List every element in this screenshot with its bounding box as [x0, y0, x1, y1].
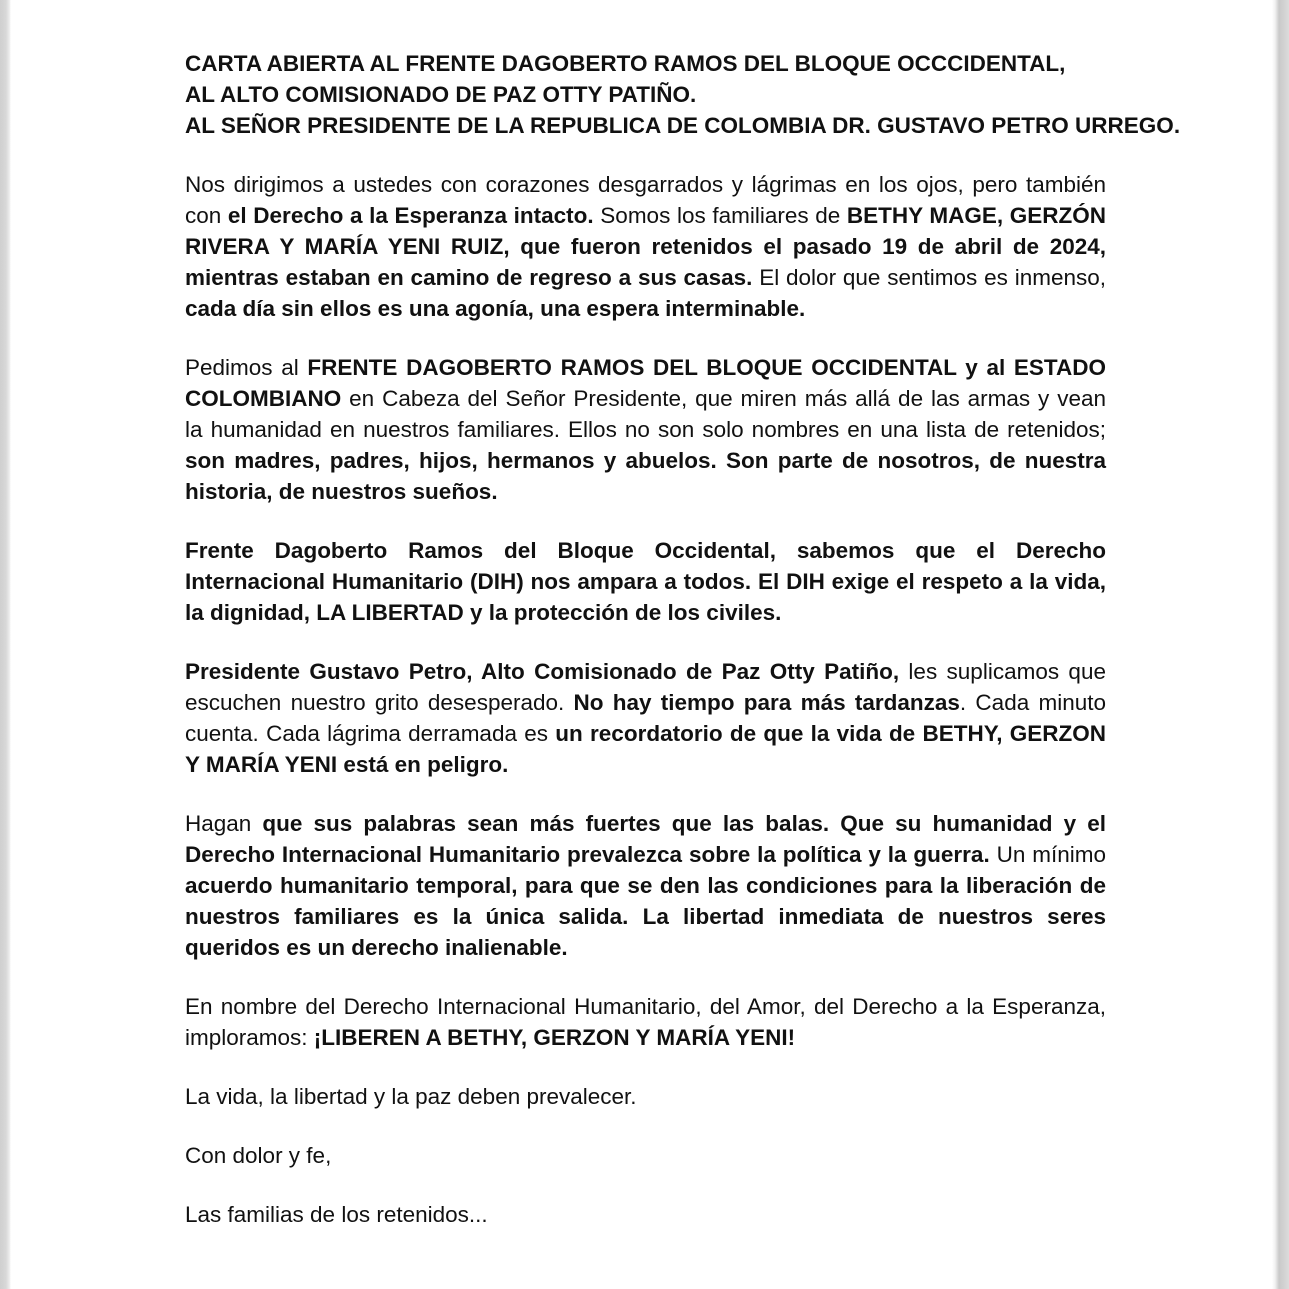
paragraph-signature [185, 1199, 1106, 1230]
bold-text-run: FRENTE DAGOBERTO RAMOS DEL BLOQUE OCCIDENTAL y al ESTADO COLOMBIANO [185, 355, 1106, 411]
paragraph-closing-statement [185, 1081, 1106, 1112]
text-run: La vida, la libertad y la paz deben prevalecer. [185, 1084, 637, 1109]
text-run: en Cabeza del Señor Presidente, que miren más allá de las armas y vean la humanidad en nuestros familiares. Ellos no son solo nombres en una lista de retenidos; [185, 386, 1106, 442]
scan-edge-right [1272, 0, 1289, 1289]
text-run: . Cada minuto cuenta. Cada lágrima derramada es [185, 690, 1107, 746]
title-line-3: AL SEÑOR PRESIDENTE DE LA REPUBLICA DE COLOMBIA DR. GUSTAVO PETRO URREGO. [185, 113, 1181, 138]
bold-text-run: No hay tiempo para más tardanzas [573, 690, 960, 715]
scan-edge-left [0, 0, 11, 1289]
text-run: Hagan [185, 811, 263, 836]
title-line-1: CARTA ABIERTA AL FRENTE DAGOBERTO RAMOS DEL BLOQUE OCCCIDENTAL, [185, 51, 1066, 76]
bold-text-run: el Derecho a la Esperanza intacto. [227, 203, 594, 228]
bold-text-run: acuerdo humanitario temporal, para que se den las condiciones para la liberación de nuestros familiares es la única salida. La libertad inmediata de nuestros seres queridos es un derecho inalienable. [185, 873, 1106, 960]
bold-text-run: BETHY MAGE, GERZÓN RIVERA Y MARÍA YENI RUIZ, que fueron retenidos el pasado 19 de abril de 2024, mientras estaban en camino de regreso a sus casas. [185, 203, 1106, 290]
text-run: Pedimos al [185, 355, 308, 380]
letter-content [185, 48, 1181, 1230]
paragraph-humanitarian-agreement [185, 808, 1106, 963]
bold-text-run: son madres, padres, hijos, hermanos y abuelos. Son parte de nosotros, de nuestra historia, de nuestros sueños. [185, 448, 1106, 504]
title-line-2: AL ALTO COMISIONADO DE PAZ OTTY PATIÑO. [185, 82, 697, 107]
bold-text-run: que sus palabras sean más fuertes que las balas. Que su humanidad y el Derecho Internacional Humanitario prevalezca sobre la política y la guerra. [185, 811, 1106, 867]
paragraph-plea-president [185, 656, 1106, 780]
bold-text-run: Presidente Gustavo Petro, Alto Comisionado de Paz Otty Patiño, [185, 659, 900, 684]
paragraph-petition [185, 352, 1106, 507]
paragraph-greeting-intro [185, 169, 1106, 324]
bold-text-run: Frente Dagoberto Ramos del Bloque Occidental, sabemos que el Derecho Internacional Humanitario (DIH) nos ampara a todos. El DIH exige el respeto a la vida, la dignidad, LA LIBERTAD y la protección de los civiles. [185, 538, 1106, 625]
text-run: Un mínimo [989, 842, 1106, 867]
paragraph-dih [185, 535, 1106, 628]
text-run: Con dolor y fe, [185, 1143, 332, 1168]
bold-text-run: cada día sin ellos es una agonía, una espera interminable. [185, 296, 806, 321]
bold-text-run: un recordatorio de que la vida de BETHY, GERZON Y MARÍA YENI está en peligro. [185, 721, 1106, 777]
paragraph-signoff [185, 1140, 1106, 1171]
text-run: Nos dirigimos a ustedes con corazones desgarrados y lágrimas en los ojos, pero también con [185, 172, 1106, 228]
text-run: Las familias de los retenidos... [185, 1202, 488, 1227]
text-run: El dolor que sentimos es inmenso, [752, 265, 1107, 290]
bold-text-run: ¡LIBEREN A BETHY, GERZON Y MARÍA YENI! [313, 1025, 796, 1050]
paragraph-liberation-call [185, 991, 1106, 1053]
text-run: En nombre del Derecho Internacional Humanitario, del Amor, del Derecho a la Esperanza, imploramos: [185, 994, 1106, 1050]
text-run: les suplicamos que escuchen nuestro grito desesperado. [185, 659, 1106, 715]
letter-title [185, 48, 1181, 141]
text-run: Somos los familiares de [593, 203, 847, 228]
